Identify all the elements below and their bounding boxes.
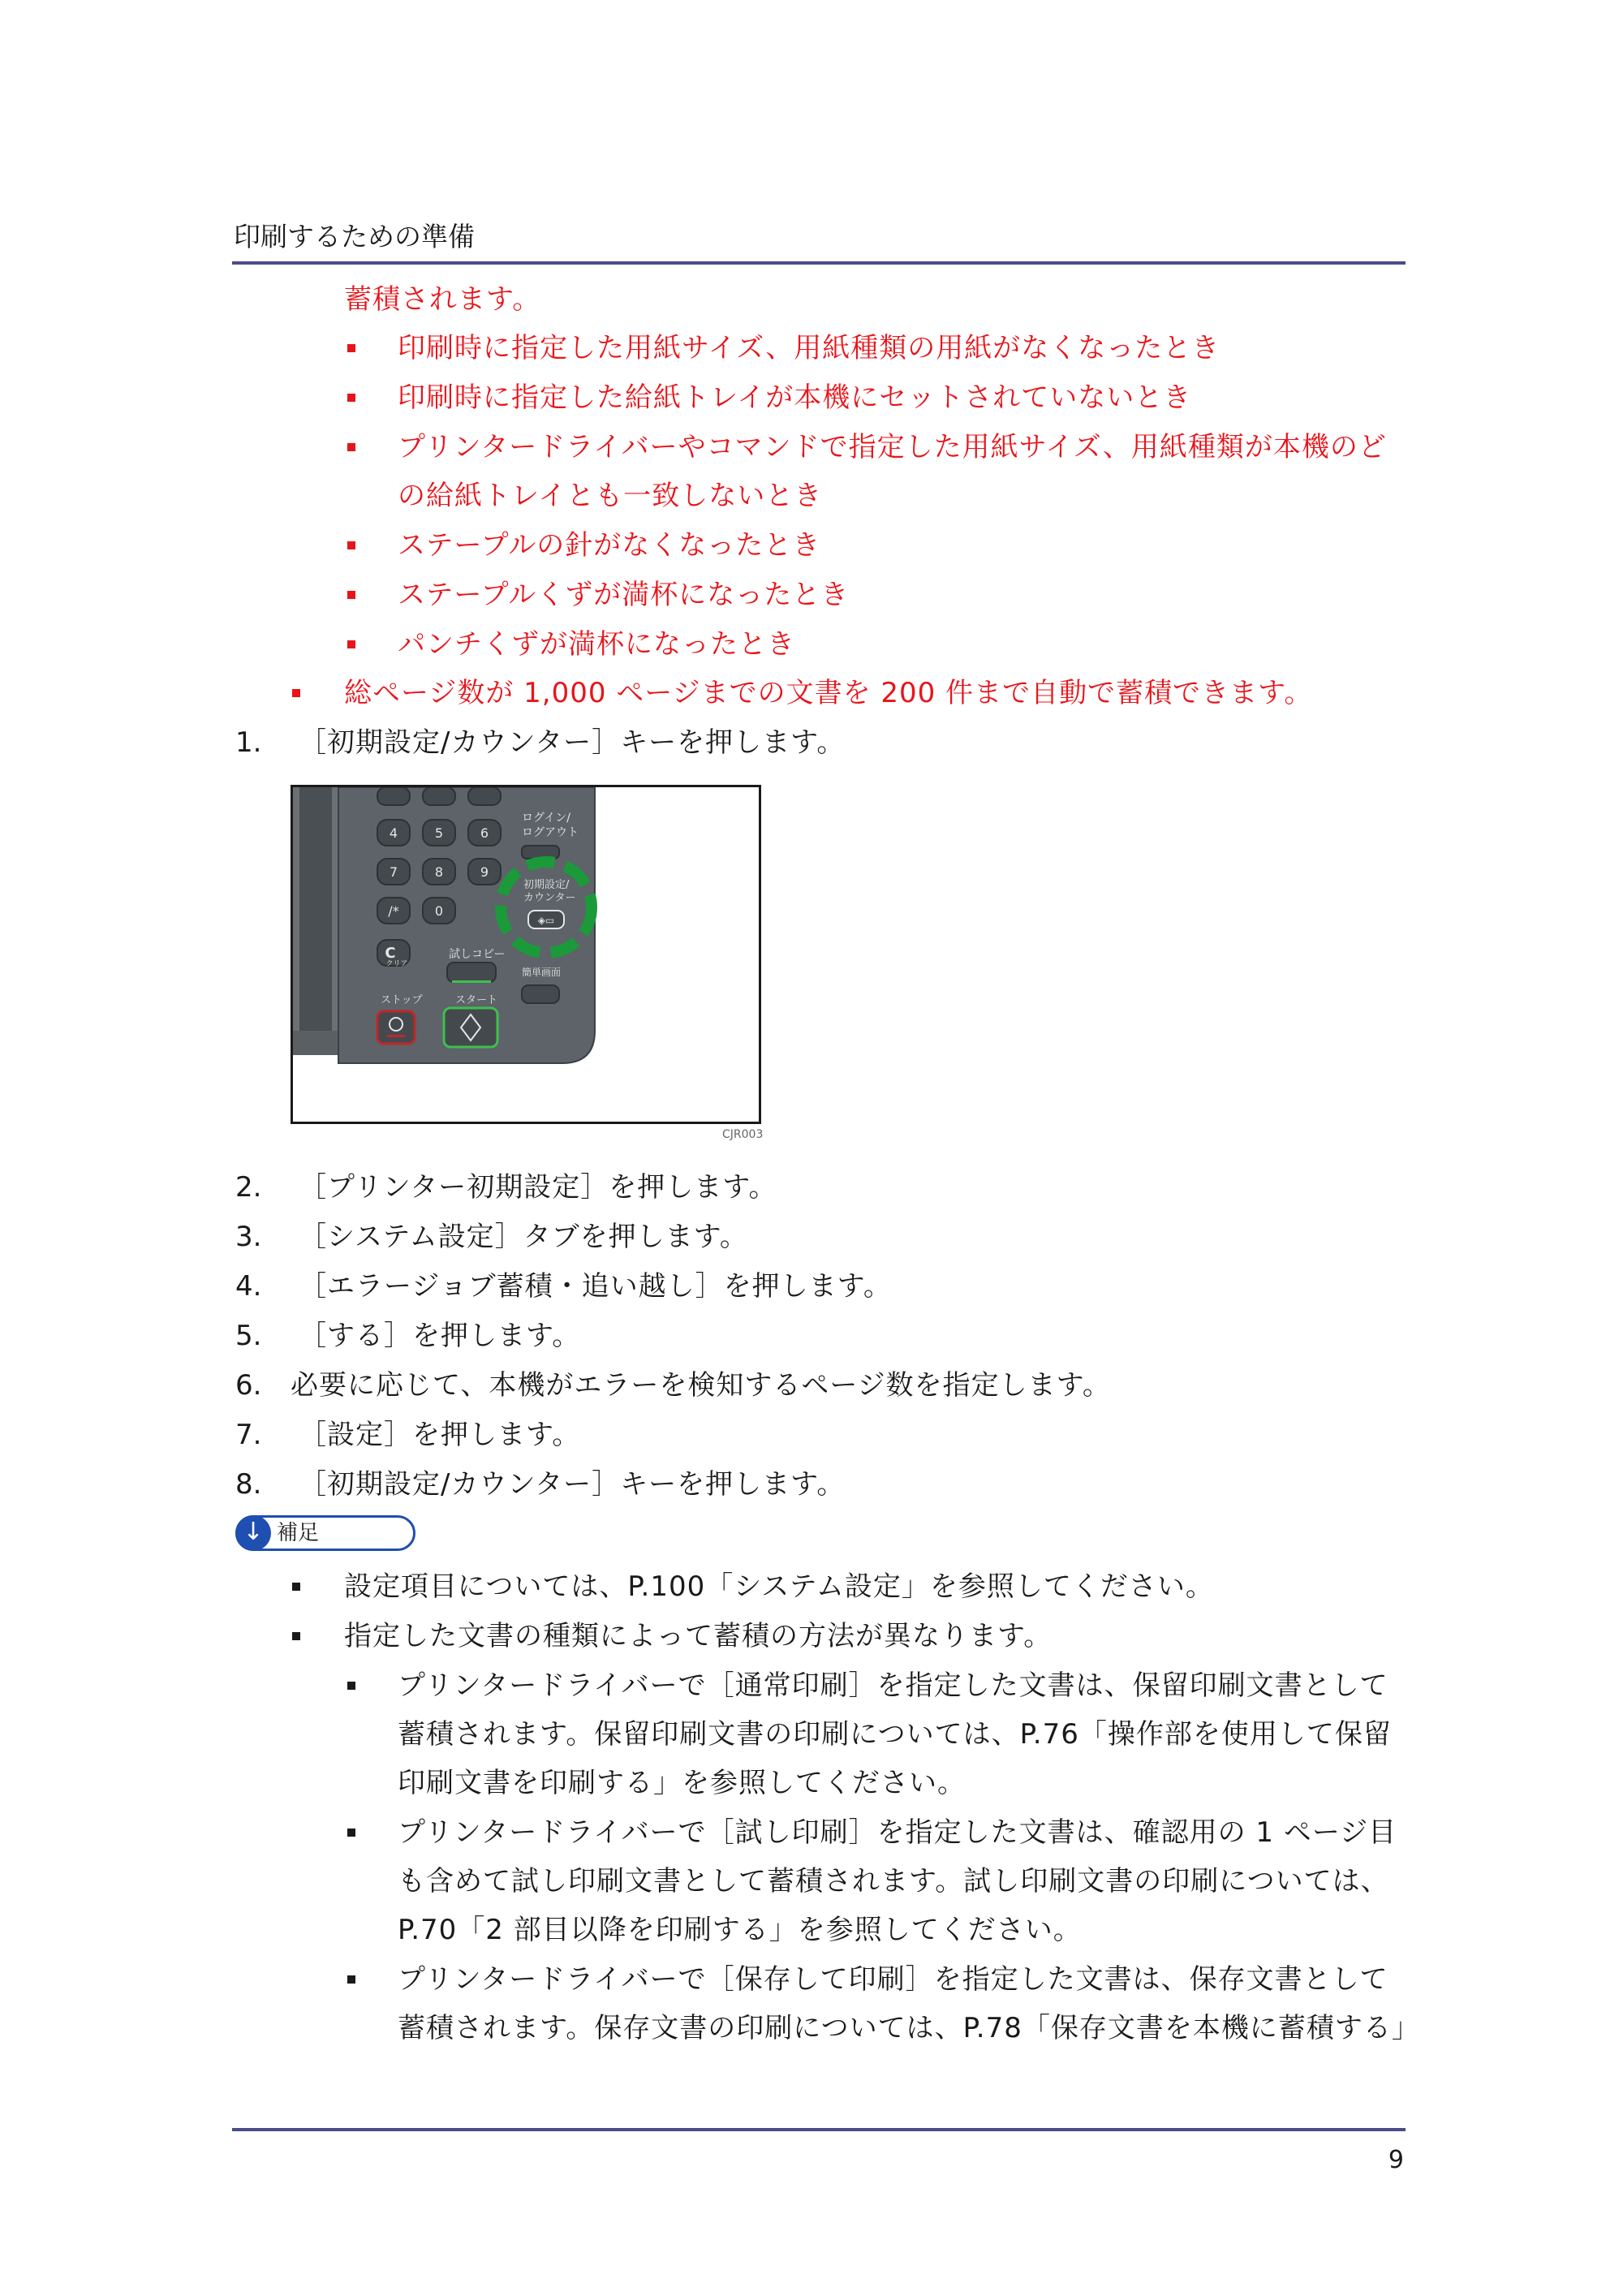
settings-label-1: 初期設定/ <box>523 879 570 891</box>
note-sub-text: 蓄積されます。保留印刷文書の印刷については、P.76「操作部を使用して保留 <box>398 1718 1392 1751</box>
bullet-text: 総ページ数が 1,000 ページまでの文書を 200 件まで自動で蓄積できます。 <box>344 677 1313 709</box>
key-5: 5 <box>434 825 444 841</box>
step-text: ［システム設定］タブを押します。 <box>299 1221 748 1253</box>
arrow-down-icon: ↓ <box>235 1515 271 1551</box>
note-bullet-text: 設定項目については、P.100「システム設定」を参照してください。 <box>344 1570 1214 1603</box>
key-clear-label: クリア <box>385 960 408 968</box>
key-9: 9 <box>480 864 489 880</box>
bullet-marker <box>292 1632 300 1640</box>
key-0: 0 <box>434 903 444 919</box>
key-6: 6 <box>480 825 489 841</box>
bullet-marker <box>292 1583 300 1591</box>
sub-bullet-marker <box>347 640 355 648</box>
step-number: 5. <box>235 1320 262 1352</box>
logout-label: ログアウト <box>522 826 579 839</box>
note-sub-text: P.70「2 部目以降を印刷する」を参照してください。 <box>398 1914 1082 1946</box>
step-text: ［プリンター初期設定］を押します。 <box>299 1171 777 1204</box>
step-text: ［する］を押します。 <box>299 1320 581 1352</box>
step-text: ［初期設定/カウンター］キーを押します。 <box>299 726 846 759</box>
sub-bullet-marker <box>347 541 355 549</box>
step-text: 必要に応じて、本機がエラーを検知するページ数を指定します。 <box>291 1369 1111 1402</box>
step-text: ［初期設定/カウンター］キーを押します。 <box>299 1468 846 1501</box>
step-number: 7. <box>235 1419 262 1451</box>
header-rule <box>232 261 1406 265</box>
note-label: 補足 <box>277 1521 320 1545</box>
sub-bullet-marker <box>347 591 355 599</box>
key-8: 8 <box>434 864 444 880</box>
step-number: 4. <box>235 1270 262 1303</box>
sub-bullet-marker <box>347 1682 355 1690</box>
step-text: ［エラージョブ蓄積・追い越し］を押します。 <box>299 1270 892 1303</box>
start-label: スタート <box>455 994 498 1006</box>
sub-bullet-marker <box>347 1829 355 1837</box>
sub-bullet-text: ステープルくずが満杯になったとき <box>398 579 850 611</box>
trial-copy-label: 試しコピー <box>449 948 506 961</box>
sub-bullet-marker <box>347 1975 355 1984</box>
figure-caption: CJR003 <box>722 1128 764 1141</box>
step-text: ［設定］を押します。 <box>299 1419 581 1451</box>
sub-bullet-marker <box>347 344 355 352</box>
note-sub-text: プリンタードライバーで［保存して印刷］を指定した文書は、保存文書として <box>398 1963 1388 1996</box>
key-4: 4 <box>389 825 398 841</box>
control-panel-illustration <box>291 785 761 1124</box>
sub-bullet-text: 印刷時に指定した給紙トレイが本機にセットされていないとき <box>398 381 1192 414</box>
settings-label-2: カウンター <box>523 892 576 904</box>
sub-bullet-text-cont: の給紙トレイとも一致しないとき <box>398 480 823 512</box>
key-star: /* <box>388 903 399 919</box>
sub-bullet-marker <box>347 443 355 451</box>
footer-rule <box>232 2128 1406 2131</box>
sub-bullet-text: パンチくずが満杯になったとき <box>398 628 795 661</box>
key-7: 7 <box>389 864 398 880</box>
page-header-title: 印刷するための準備 <box>234 221 475 252</box>
sub-bullet-text: 印刷時に指定した用紙サイズ、用紙種類の用紙がなくなったとき <box>398 332 1220 364</box>
continuation-text: 蓄積されます。 <box>344 283 541 316</box>
key-clear: C <box>385 945 396 962</box>
note-sub-text: プリンタードライバーで［試し印刷］を指定した文書は、確認用の 1 ページ目 <box>398 1816 1397 1849</box>
page-number: 9 <box>1388 2146 1404 2174</box>
step-number: 2. <box>235 1171 262 1204</box>
svg-text:◈▭: ◈▭ <box>537 915 555 926</box>
note-sub-text: 印刷文書を印刷する」を参照してください。 <box>398 1767 966 1799</box>
step-number: 3. <box>235 1221 262 1253</box>
bullet-marker <box>292 689 300 697</box>
note-sub-text: も含めて試し印刷文書として蓄積されます。試し印刷文書の印刷については、 <box>398 1865 1389 1898</box>
note-bullet-text: 指定した文書の種類によって蓄積の方法が異なります。 <box>344 1620 1053 1652</box>
step-number: 8. <box>235 1468 262 1501</box>
login-label: ログイン/ <box>522 812 571 825</box>
step-number: 6. <box>235 1369 262 1402</box>
stop-label: ストップ <box>381 994 423 1006</box>
sub-bullet-marker <box>347 394 355 402</box>
screen-label: 簡単画面 <box>522 967 562 978</box>
note-sub-text: プリンタードライバーで［通常印刷］を指定した文書は、保留印刷文書として <box>398 1669 1388 1702</box>
sub-bullet-text: プリンタードライバーやコマンドで指定した用紙サイズ、用紙種類が本機のど <box>398 431 1387 463</box>
sub-bullet-text: ステープルの針がなくなったとき <box>398 529 821 562</box>
note-badge <box>235 1515 415 1551</box>
note-sub-text: 蓄積されます。保存文書の印刷については、P.78「保存文書を本機に蓄積する」 <box>398 2012 1420 2044</box>
step-number: 1. <box>235 726 262 759</box>
